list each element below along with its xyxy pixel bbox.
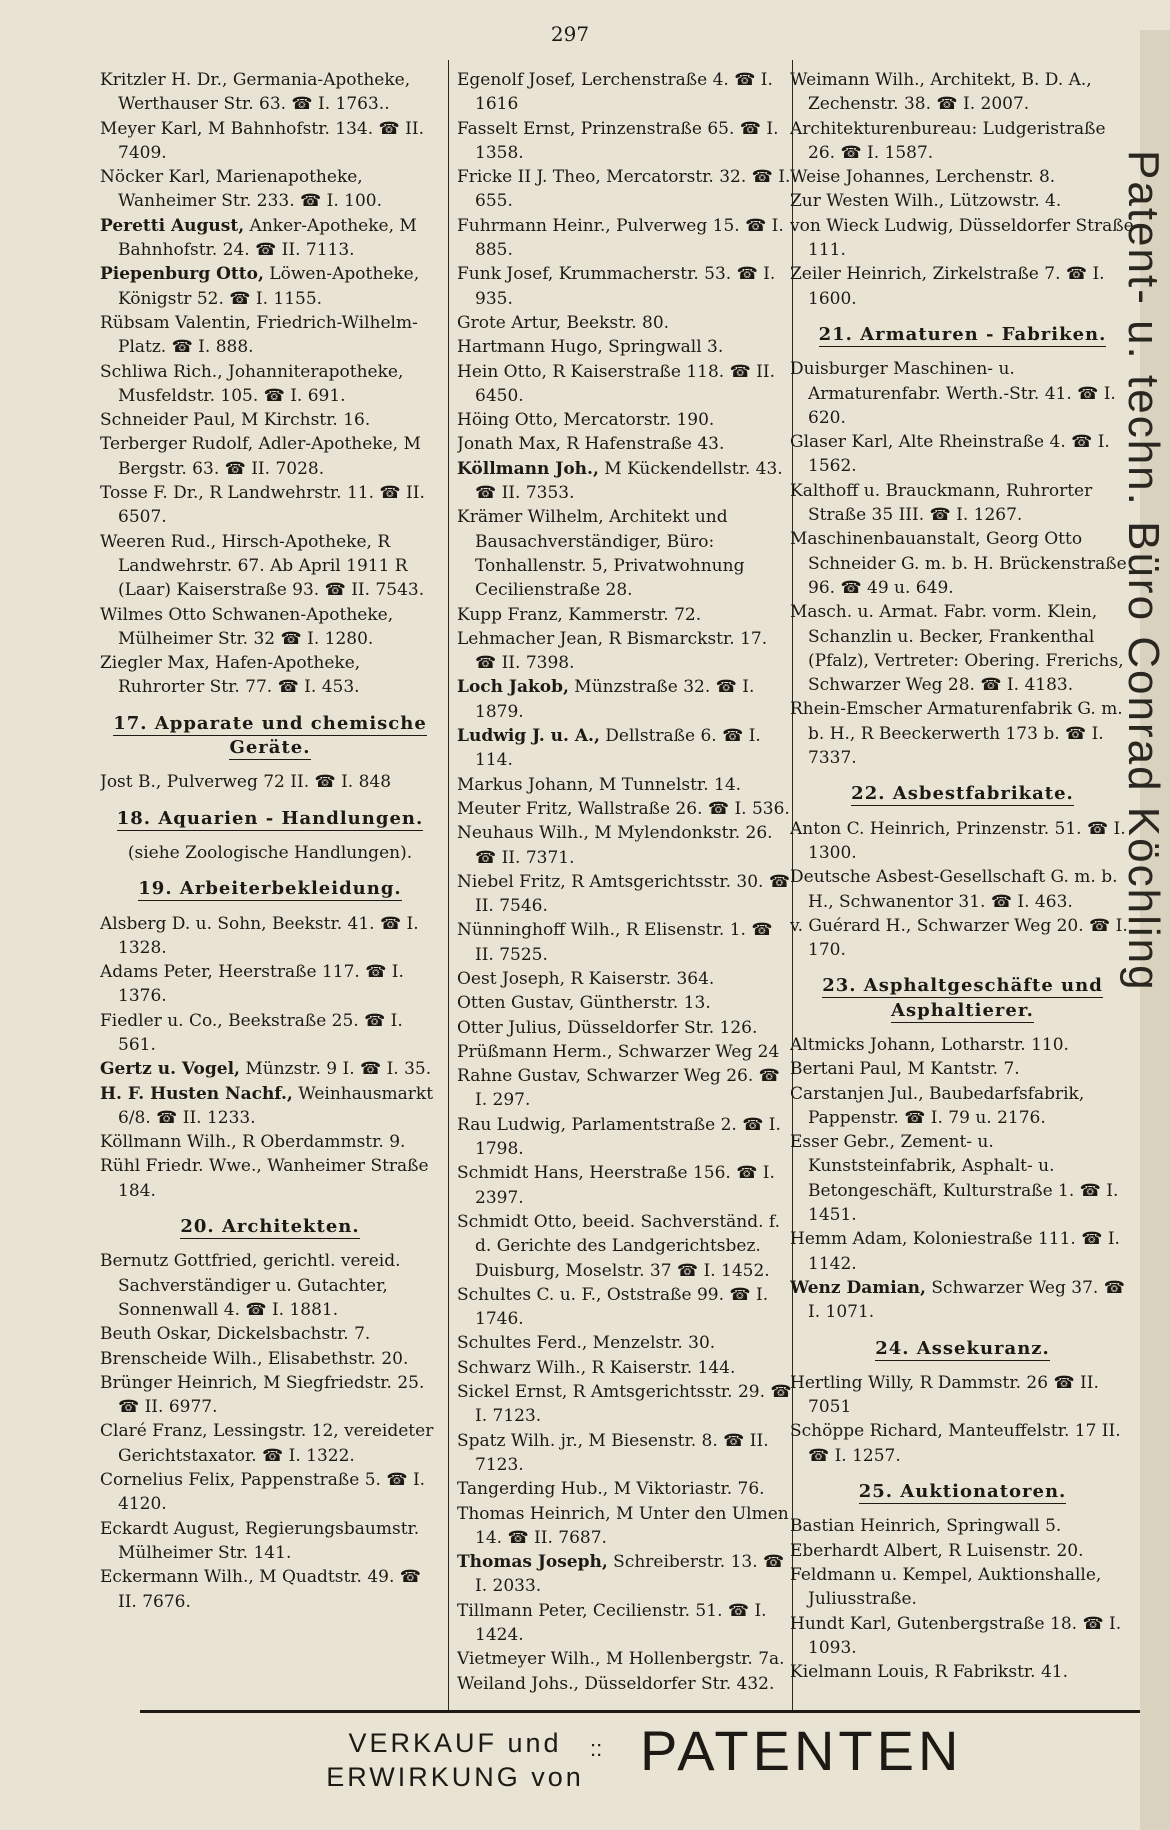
entry-text: Kritzler H. Dr., Germania-Apotheke, Werthauser Str. 63. ☎ I. 1763.. bbox=[100, 70, 411, 115]
entry-text: Zur Westen Wilh., Lützowstr. 4. bbox=[790, 191, 1062, 212]
entry-text: Nöcker Karl, Marienapotheke, Wanheimer Str. 233. ☎ I. 100. bbox=[100, 167, 382, 212]
directory-entry bbox=[457, 1331, 792, 1355]
entry-text: Rau Ludwig, Parlamentstraße 2. ☎ I. 1798. bbox=[457, 1114, 781, 1160]
section-header bbox=[790, 972, 1135, 1025]
entry-text: Otter Julius, Düsseldorfer Str. 126. bbox=[457, 1017, 758, 1038]
directory-entry bbox=[790, 1612, 1135, 1661]
section-header-text: 23. Asphaltgeschäfte und Asphaltierer. bbox=[822, 975, 1103, 1021]
entry-text: Löwen-Apotheke, Königstr 52. ☎ I. 1155. bbox=[118, 264, 420, 309]
ad-line-2: ERWIRKUNG von bbox=[326, 1762, 584, 1792]
directory-entry bbox=[790, 914, 1135, 963]
directory-entry bbox=[100, 1057, 440, 1081]
directory-entry bbox=[457, 967, 792, 991]
ad-text-left bbox=[305, 1726, 605, 1794]
directory-entry bbox=[100, 214, 440, 263]
entry-text: Münzstraße 32. ☎ I. 1879. bbox=[475, 677, 755, 722]
entry-text: Zeiler Heinrich, Zirkelstraße 7. ☎ I. 1600. bbox=[790, 264, 1105, 309]
directory-entry bbox=[457, 311, 792, 335]
entry-text: Schmidt Hans, Heerstraße 156. ☎ I. 2397. bbox=[457, 1163, 775, 1208]
directory-entry bbox=[790, 479, 1135, 528]
entry-text: Claré Franz, Lessingstr. 12, vereideter Gerichtstaxator. ☎ I. 1322. bbox=[100, 1421, 434, 1466]
directory-entry bbox=[790, 68, 1135, 117]
column-divider-1 bbox=[448, 60, 449, 1712]
section-header-text: 20. Architekten. bbox=[180, 1216, 360, 1238]
directory-entry bbox=[100, 1322, 440, 1346]
directory-entry bbox=[457, 870, 792, 919]
directory-entry bbox=[100, 1009, 440, 1058]
directory-entry bbox=[100, 1517, 440, 1566]
directory-entry bbox=[457, 1380, 792, 1429]
directory-entry bbox=[100, 68, 440, 117]
directory-entry bbox=[100, 912, 440, 961]
directory-entry bbox=[790, 1539, 1135, 1563]
directory-entry bbox=[100, 481, 440, 530]
directory-entry bbox=[790, 1563, 1135, 1612]
section-header bbox=[790, 1335, 1135, 1363]
entry-text: Fricke II J. Theo, Mercatorstr. 32. ☎ I. 655. bbox=[457, 167, 791, 212]
entry-text: Hundt Karl, Gutenbergstraße 18. ☎ I. 1093. bbox=[790, 1613, 1122, 1658]
section-header bbox=[790, 1478, 1135, 1506]
directory-entry bbox=[457, 1016, 792, 1040]
directory-entry bbox=[790, 817, 1135, 866]
side-margin-text: Patent- u. techn. Büro Conrad Köchling bbox=[1119, 150, 1168, 992]
directory-entry bbox=[457, 1283, 792, 1332]
entry-text: Funk Josef, Krummacherstr. 53. ☎ I. 935. bbox=[457, 264, 776, 309]
entry-text: Terberger Rudolf, Adler-Apotheke, M Bergstr. 63. ☎ II. 7028. bbox=[100, 434, 421, 479]
directory-entry bbox=[457, 724, 792, 773]
entry-text: Fiedler u. Co., Beekstraße 25. ☎ I. 561. bbox=[100, 1010, 403, 1055]
section-header-text: 25. Auktionatoren. bbox=[858, 1481, 1067, 1503]
directory-entry bbox=[457, 773, 792, 797]
directory-entry bbox=[457, 1429, 792, 1478]
directory-entry bbox=[457, 360, 792, 409]
directory-entry bbox=[790, 865, 1135, 914]
entry-name-bold: H. F. Husten Nachf., bbox=[100, 1083, 293, 1104]
directory-entry bbox=[790, 527, 1135, 600]
directory-entry bbox=[100, 165, 440, 214]
directory-entry bbox=[457, 675, 792, 724]
entry-text: Bernutz Gottfried, gerichtl. vereid. Sachverständiger u. Gutachter, Sonnenwall 4. ☎ I. 1881. bbox=[100, 1251, 401, 1320]
directory-entry bbox=[790, 189, 1135, 213]
directory-entry bbox=[790, 1227, 1135, 1276]
entry-text: Weeren Rud., Hirsch-Apotheke, R Landwehrstr. 67. Ab April 1911 R (Laar) Kaiserstraße 93. ☎ II. 7543. bbox=[100, 531, 425, 601]
directory-entry bbox=[457, 1161, 792, 1210]
entry-text: Rühl Friedr. Wwe., Wanheimer Straße 184. bbox=[100, 1156, 429, 1201]
directory-entry bbox=[100, 1082, 440, 1131]
entry-text: Jost B., Pulverweg 72 II. ☎ I. 848 bbox=[100, 772, 392, 793]
directory-entry bbox=[100, 1371, 440, 1420]
directory-entry bbox=[100, 1565, 440, 1614]
column-2 bbox=[457, 68, 792, 1706]
entry-text: Kalthoff u. Brauckmann, Ruhrorter Straße 35 III. ☎ I. 1267. bbox=[790, 480, 1093, 526]
entry-text: Nünninghoff Wilh., R Elisenstr. 1. ☎ II. 7525. bbox=[457, 920, 773, 965]
entry-text: Eckardt August, Regierungsbaumstr. Mülheimer Str. 141. bbox=[100, 1518, 420, 1563]
column-3 bbox=[790, 68, 1135, 1706]
section-header-text: 18. Aquarien - Handlungen. bbox=[116, 807, 424, 829]
entry-text: Schultes C. u. F., Oststraße 99. ☎ I. 1746. bbox=[457, 1284, 769, 1330]
directory-entry bbox=[457, 627, 792, 676]
directory-entry bbox=[100, 603, 440, 652]
directory-entry bbox=[100, 311, 440, 360]
directory-entry bbox=[457, 797, 792, 821]
entry-text: Weise Johannes, Lerchenstr. 8. bbox=[790, 167, 1056, 188]
directory-entry bbox=[457, 432, 792, 456]
entry-text: Brenscheide Wilh., Elisabethstr. 20. bbox=[100, 1348, 409, 1369]
section-header bbox=[100, 1213, 440, 1241]
entry-text: Ziegler Max, Hafen-Apotheke, Ruhrorter Str. 77. ☎ I. 453. bbox=[100, 653, 361, 698]
entry-text: Prüßmann Herm., Schwarzer Weg 24 bbox=[457, 1041, 780, 1062]
directory-entry bbox=[790, 697, 1135, 770]
directory-entry bbox=[457, 821, 792, 870]
directory-entry bbox=[790, 1082, 1135, 1131]
directory-entry bbox=[100, 530, 440, 603]
directory-entry bbox=[790, 1419, 1135, 1468]
entry-text: v. Guérard H., Schwarzer Weg 20. ☎ I. 170. bbox=[790, 915, 1128, 961]
entry-text: Weimann Wilh., Architekt, B. D. A., Zechenstr. 38. ☎ I. 2007. bbox=[790, 70, 1092, 115]
entry-text: Höing Otto, Mercatorstr. 190. bbox=[457, 410, 715, 431]
entry-text: Hertling Willy, R Dammstr. 26 ☎ II. 7051 bbox=[790, 1372, 1099, 1418]
directory-entry bbox=[457, 1064, 792, 1113]
entry-text: Eckermann Wilh., M Quadtstr. 49. ☎ II. 7676. bbox=[100, 1567, 421, 1612]
entry-text: Egenolf Josef, Lerchenstraße 4. ☎ I. 1616 bbox=[457, 70, 773, 115]
entry-text: Hein Otto, R Kaiserstraße 118. ☎ II. 6450. bbox=[457, 361, 776, 406]
entry-text: von Wieck Ludwig, Düsseldorfer Straße 111. bbox=[790, 215, 1134, 261]
section-header-text: 19. Arbeiterbekleidung. bbox=[138, 878, 402, 900]
directory-entry bbox=[790, 117, 1135, 166]
directory-entry bbox=[790, 1660, 1135, 1684]
entry-text: Fuhrmann Heinr., Pulverweg 15. ☎ I. 885. bbox=[457, 215, 784, 261]
directory-entry bbox=[100, 1130, 440, 1154]
entry-name-bold: Gertz u. Vogel, bbox=[100, 1059, 240, 1080]
entry-name-bold: Loch Jakob, bbox=[457, 677, 569, 698]
ad-separator: :: bbox=[590, 1736, 603, 1761]
entry-text: Tosse F. Dr., R Landwehrstr. 11. ☎ II. 6507. bbox=[100, 483, 425, 528]
directory-entry bbox=[100, 432, 440, 481]
directory-entry bbox=[790, 600, 1135, 697]
directory-entry bbox=[457, 603, 792, 627]
footer-rule bbox=[140, 1710, 1140, 1713]
directory-entry bbox=[790, 357, 1135, 430]
page-number: 297 bbox=[550, 22, 590, 46]
entry-text: Fasselt Ernst, Prinzenstraße 65. ☎ I. 1358. bbox=[457, 118, 779, 163]
directory-entry bbox=[100, 960, 440, 1009]
entry-text: Anker-Apotheke, M Bahnhofstr. 24. ☎ II. 7113. bbox=[118, 215, 417, 261]
directory-entry bbox=[457, 1599, 792, 1648]
entry-text: Schwarzer Weg 37. ☎ I. 1071. bbox=[808, 1277, 1125, 1323]
entry-text: Markus Johann, M Tunnelstr. 14. bbox=[457, 774, 742, 795]
entry-text: M Kückendellstr. 43. ☎ II. 7353. bbox=[475, 458, 783, 504]
directory-entry bbox=[457, 165, 792, 214]
entry-text: Kupp Franz, Kammerstr. 72. bbox=[457, 604, 702, 625]
section-note: (siehe Zoologische Handlungen). bbox=[127, 842, 413, 863]
entry-text: Beuth Oskar, Dickelsbachstr. 7. bbox=[100, 1324, 371, 1345]
entry-text: Bertani Paul, M Kantstr. 7. bbox=[790, 1059, 1020, 1080]
directory-entry bbox=[457, 918, 792, 967]
directory-entry bbox=[457, 408, 792, 432]
entry-text: Rhein-Emscher Armaturenfabrik G. m. b. H., R Beeckerwerth 173 b. ☎ I. 7337. bbox=[790, 699, 1123, 769]
entry-text: Meyer Karl, M Bahnhofstr. 134. ☎ II. 7409. bbox=[100, 118, 424, 163]
entry-name-bold: Köllmann Joh., bbox=[457, 458, 599, 479]
directory-entry bbox=[100, 770, 440, 794]
directory-entry bbox=[457, 68, 792, 117]
entry-text: Schultes Ferd., Menzelstr. 30. bbox=[457, 1333, 716, 1354]
entry-text: Maschinenbauanstalt, Georg Otto Schneider G. m. b. H. Brückenstraße 96. ☎ 49 u. 649. bbox=[790, 529, 1127, 598]
ad-headline: PATENTEN bbox=[640, 1719, 963, 1782]
entry-text: Esser Gebr., Zement- u. Kunststeinfabrik, Asphalt- u. Betongeschäft, Kulturstraße 1. ☎ I. 1451. bbox=[790, 1132, 1119, 1226]
directory-entry bbox=[100, 1419, 440, 1468]
entry-text: Oest Joseph, R Kaiserstr. 364. bbox=[457, 968, 715, 989]
entry-name-bold: Peretti August, bbox=[100, 215, 245, 236]
entry-text: Dellstraße 6. ☎ I. 114. bbox=[475, 726, 761, 771]
directory-entry bbox=[790, 1057, 1135, 1081]
entry-text: Rübsam Valentin, Friedrich-Wilhelm-Platz. ☎ I. 888. bbox=[100, 312, 418, 358]
entry-text: Carstanjen Jul., Baubedarfsfabrik, Pappenstr. ☎ I. 79 u. 2176. bbox=[790, 1083, 1085, 1128]
entry-text: Glaser Karl, Alte Rheinstraße 4. ☎ I. 1562. bbox=[790, 432, 1110, 477]
entry-text: Anton C. Heinrich, Prinzenstr. 51. ☎ I. 1300. bbox=[790, 818, 1126, 863]
entry-text: Hemm Adam, Koloniestraße 111. ☎ I. 1142. bbox=[790, 1229, 1120, 1274]
directory-entry bbox=[100, 1249, 440, 1322]
directory-entry bbox=[790, 1276, 1135, 1325]
entry-text: Grote Artur, Beekstr. 80. bbox=[457, 312, 670, 333]
entry-text: Rahne Gustav, Schwarzer Weg 26. ☎ I. 297. bbox=[457, 1066, 780, 1111]
directory-entry bbox=[457, 991, 792, 1015]
section-header bbox=[790, 321, 1135, 349]
directory-entry bbox=[790, 1514, 1135, 1538]
entry-text: Jonath Max, R Hafenstraße 43. bbox=[457, 434, 725, 455]
section-header-text: 22. Asbestfabrikate. bbox=[851, 783, 1074, 805]
directory-entry bbox=[790, 430, 1135, 479]
entry-text: Vietmeyer Wilh., M Hollenbergstr. 7a. bbox=[457, 1649, 785, 1670]
directory-entry bbox=[100, 360, 440, 409]
entry-text: Feldmann u. Kempel, Auktionshalle, Juliusstraße. bbox=[790, 1564, 1102, 1610]
directory-entry bbox=[790, 214, 1135, 263]
entry-text: Meuter Fritz, Wallstraße 26. ☎ I. 536. bbox=[457, 798, 790, 819]
entry-text: Lehmacher Jean, R Bismarckstr. 17. ☎ II. 7398. bbox=[457, 628, 768, 674]
entry-text: Niebel Fritz, R Amtsgerichtsstr. 30. ☎ II. 7546. bbox=[457, 871, 791, 917]
entry-text: Thomas Heinrich, M Unter den Ulmen 14. ☎ II. 7687. bbox=[457, 1503, 789, 1548]
directory-entry bbox=[457, 1502, 792, 1551]
section-header-text: 17. Apparate und chemische Geräte. bbox=[113, 712, 427, 759]
entry-text: Tillmann Peter, Cecilienstr. 51. ☎ I. 1424. bbox=[457, 1600, 767, 1645]
entry-name-bold: Thomas Joseph, bbox=[457, 1552, 608, 1573]
entry-text: Schwarz Wilh., R Kaiserstr. 144. bbox=[457, 1357, 736, 1378]
entry-text: Schöppe Richard, Manteuffelstr. 17 II. ☎ I. 1257. bbox=[790, 1421, 1121, 1466]
entry-text: Spatz Wilh. jr., M Biesenstr. 8. ☎ II. 7123. bbox=[457, 1430, 769, 1475]
entry-text: Adams Peter, Heerstraße 117. ☎ I. 1376. bbox=[100, 962, 404, 1007]
directory-entry bbox=[457, 1040, 792, 1064]
directory-entry bbox=[457, 1356, 792, 1380]
entry-text: Cornelius Felix, Pappenstraße 5. ☎ I. 4120. bbox=[100, 1470, 426, 1515]
directory-entry bbox=[457, 1550, 792, 1599]
entry-name-bold: Ludwig J. u. A., bbox=[457, 726, 600, 747]
entry-text: Duisburger Maschinen- u. Armaturenfabr. Werth.-Str. 41. ☎ I. 620. bbox=[790, 359, 1116, 428]
section-header-text: 24. Assekuranz. bbox=[875, 1337, 1050, 1359]
entry-text: Kielmann Louis, R Fabrikstr. 41. bbox=[790, 1662, 1069, 1683]
directory-entry bbox=[457, 1647, 792, 1671]
entry-name-bold: Piepenburg Otto, bbox=[100, 264, 264, 285]
entry-text: Altmicks Johann, Lotharstr. 110. bbox=[790, 1034, 1069, 1055]
directory-entry bbox=[100, 1468, 440, 1517]
entry-text: Köllmann Wilh., R Oberdammstr. 9. bbox=[100, 1132, 406, 1153]
entry-text: Weiland Johs., Düsseldorfer Str. 432. bbox=[457, 1673, 775, 1694]
entry-text: Brünger Heinrich, M Siegfriedstr. 25. ☎ II. 6977. bbox=[100, 1372, 425, 1418]
ad-line-1: VERKAUF und bbox=[348, 1728, 562, 1758]
directory-entry bbox=[457, 1672, 792, 1696]
directory-entry bbox=[790, 262, 1135, 311]
entry-text: Alsberg D. u. Sohn, Beekstr. 41. ☎ I. 1328. bbox=[100, 913, 419, 958]
column-1 bbox=[100, 68, 440, 1706]
entry-text: Krämer Wilhelm, Architekt und Bausachverständiger, Büro: Tonhallenstr. 5, Privatwohnung Cecilienstraße 28. bbox=[457, 507, 745, 601]
entry-text: Münzstr. 9 I. ☎ I. 35. bbox=[239, 1059, 432, 1080]
entry-text: Schreiberstr. 13. ☎ I. 2033. bbox=[475, 1552, 785, 1597]
directory-entry bbox=[100, 651, 440, 700]
entry-text: Masch. u. Armat. Fabr. vorm. Klein, Schanzlin u. Becker, Frankenthal (Pfalz), Vertreter: Obering. Frerichs, Schwarzer Weg 28. ☎ I. 4183. bbox=[790, 602, 1124, 696]
directory-entry bbox=[457, 1477, 792, 1501]
directory-entry bbox=[457, 505, 792, 602]
directory-entry bbox=[790, 1033, 1135, 1057]
entry-text: Schmidt Otto, beeid. Sachverständ. f. d. Gerichte des Landgerichtsbez. Duisburg, Moselstr. 37 ☎ I. 1452. bbox=[457, 1211, 781, 1281]
entry-text: Neuhaus Wilh., M Mylendonkstr. 26. ☎ II. 7371. bbox=[457, 823, 773, 868]
entry-text: Architekturenbureau: Ludgeristraße 26. ☎ I. 1587. bbox=[790, 118, 1106, 163]
entry-name-bold: Wenz Damian, bbox=[790, 1277, 926, 1298]
directory-entry bbox=[100, 117, 440, 166]
entry-text: Deutsche Asbest-Gesellschaft G. m. b. H., Schwanentor 31. ☎ I. 463. bbox=[790, 867, 1118, 912]
entry-text: Weinhausmarkt 6/8. ☎ II. 1233. bbox=[118, 1083, 434, 1128]
directory-entry bbox=[457, 335, 792, 359]
directory-entry bbox=[100, 408, 440, 432]
directory-entry bbox=[790, 165, 1135, 189]
entry-text: Bastian Heinrich, Springwall 5. bbox=[790, 1516, 1062, 1537]
section-header bbox=[100, 805, 440, 833]
entry-text: Sickel Ernst, R Amtsgerichtsstr. 29. ☎ I. 7123. bbox=[457, 1382, 792, 1427]
directory-entry bbox=[457, 262, 792, 311]
directory-entry bbox=[100, 262, 440, 311]
directory-entry bbox=[457, 1113, 792, 1162]
section-header-text: 21. Armaturen - Fabriken. bbox=[818, 323, 1107, 345]
section-header bbox=[100, 875, 440, 903]
entry-text: Wilmes Otto Schwanen-Apotheke, Mülheimer Str. 32 ☎ I. 1280. bbox=[100, 604, 394, 649]
directory-entry bbox=[100, 1347, 440, 1371]
entry-text: Hartmann Hugo, Springwall 3. bbox=[457, 337, 724, 358]
directory-entry bbox=[457, 117, 792, 166]
directory-entry bbox=[790, 1130, 1135, 1227]
directory-entry bbox=[790, 1371, 1135, 1420]
directory-entry bbox=[457, 457, 792, 506]
directory-entry bbox=[100, 1154, 440, 1203]
directory-entry bbox=[457, 1210, 792, 1283]
entry-text: Eberhardt Albert, R Luisenstr. 20. bbox=[790, 1540, 1084, 1561]
directory-entry bbox=[457, 214, 792, 263]
entry-text: Schneider Paul, M Kirchstr. 16. bbox=[100, 410, 371, 431]
entry-text: Schliwa Rich., Johanniterapotheke, Musfeldstr. 105. ☎ I. 691. bbox=[100, 361, 404, 406]
entry-text: Otten Gustav, Güntherstr. 13. bbox=[457, 993, 711, 1014]
entry-text: Tangerding Hub., M Viktoriastr. 76. bbox=[457, 1479, 765, 1500]
section-header bbox=[790, 780, 1135, 808]
section-header bbox=[100, 710, 440, 763]
